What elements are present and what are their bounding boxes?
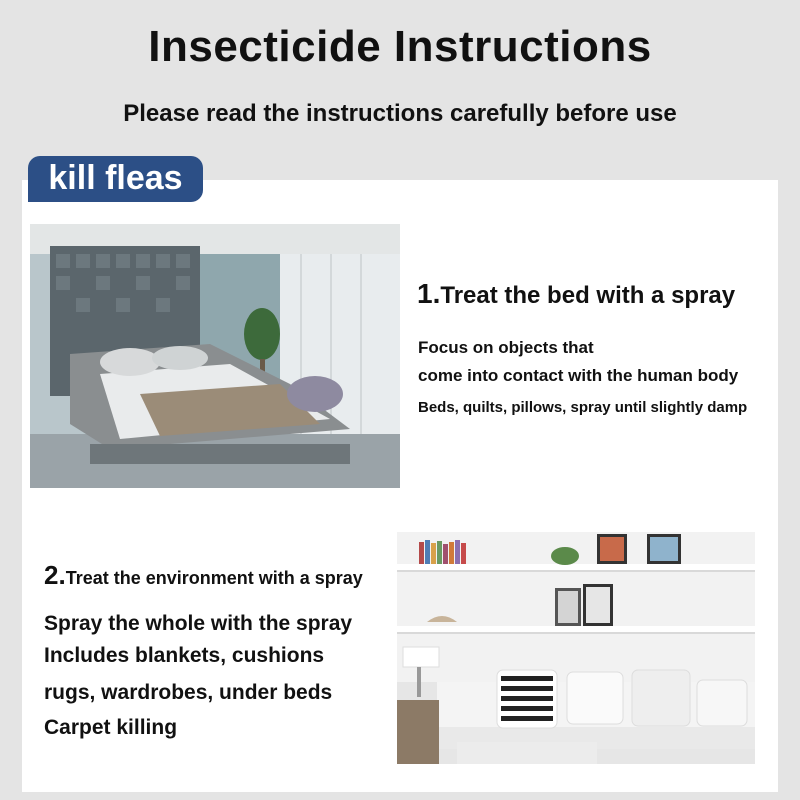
step2-heading-text: Treat the environment with a spray xyxy=(65,568,363,588)
step2-line-3: rugs, wardrobes, under beds xyxy=(44,681,333,704)
step1-heading xyxy=(417,278,735,310)
step2-number: 2. xyxy=(44,560,66,590)
living-room-photo xyxy=(397,532,755,764)
bedroom-photo xyxy=(30,224,400,488)
step1-line-2: come into contact with the human body xyxy=(418,366,739,385)
step2-line-1: Spray the whole with the spray xyxy=(44,612,353,635)
page-title: Insecticide Instructions xyxy=(148,22,652,71)
section-tag: kill fleas xyxy=(28,156,203,202)
step1-line-1: Focus on objects that xyxy=(418,338,594,357)
step1-line-3: Beds, quilts, pillows, spray until slightly damp xyxy=(418,399,748,416)
step2-heading xyxy=(44,560,363,591)
step1-number: 1. xyxy=(417,278,441,309)
step2-line-2: Includes blankets, cushions xyxy=(44,644,325,667)
page-subtitle: Please read the instructions carefully before use xyxy=(123,100,677,127)
step2-line-4: Carpet killing xyxy=(44,716,178,739)
step1-heading-text: Treat the bed with a spray xyxy=(440,282,736,309)
